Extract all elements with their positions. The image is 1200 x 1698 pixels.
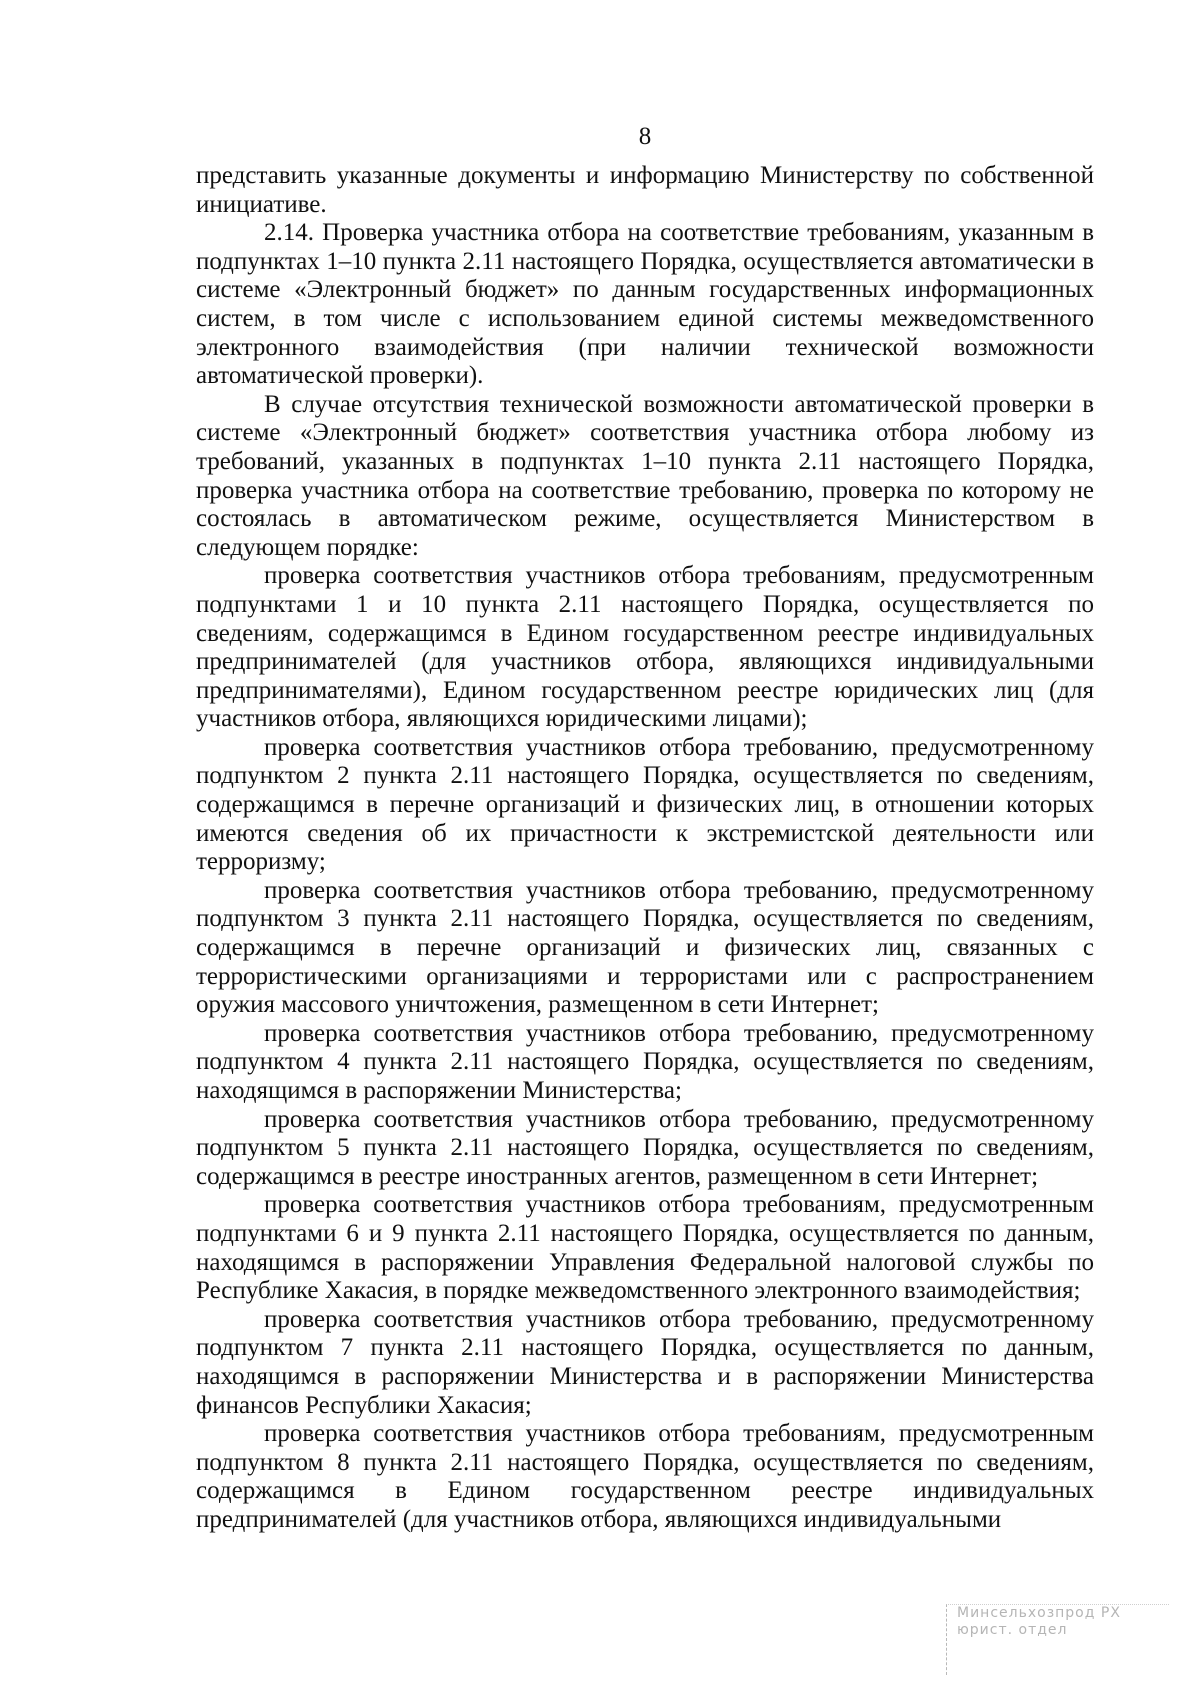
paragraph-check-item-5: проверка соответствия участников отбора требованию, предусмотренному подпунктом 5 пункта 2.11 настоящего Порядка, осуществляется по сведениям, содержащимся в реестре иностранных агентов, размещенном в сети Интернет; [196,1105,1094,1190]
paragraph-check-item-8: проверка соответствия участников отбора требованиям, предусмотренным подпунктом 8 пункта 2.11 настоящего Порядка, осуществляется по сведениям, содержащимся в Едином государственном реестре индивидуальных предпринимателей (для участников отбора, являющихся индивидуальными [196,1420,1094,1533]
faded-stamp [946,1604,1169,1675]
document-body [196,162,1094,1535]
paragraph-continuation: представить указанные документы и информацию Министерству по собственной инициативе. [196,162,1094,218]
stamp-line-2: юрист. отдел [957,1622,1068,1638]
paragraph-no-technical-possibility: В случае отсутствия технической возможности автоматической проверки в системе «Электронный бюджет» соответствия участника отбора любому из требований, указанных в подпунктах 1–10 пункта 2.11 настоящего Порядка, проверка участника отбора на соответствие требованию, проверка по которому не состоялась в автоматическом режиме, осуществляется Министерством в следующем порядке: [196,390,1094,561]
paragraph-check-item-7: проверка соответствия участников отбора требованию, предусмотренному подпунктом 7 пункта 2.11 настоящего Порядка, осуществляется по данным, находящимся в распоряжении Министерства и в распоряжении Министерства финансов Республики Хакасия; [196,1305,1094,1419]
paragraph-check-items-1-10: проверка соответствия участников отбора требованиям, предусмотренным подпунктами 1 и 10 пункта 2.11 настоящего Порядка, осуществляется по сведениям, содержащимся в Едином государственном реестре индивидуальных предпринимателей (для участников отбора, являющихся индивидуальными предпринимателями), Едином государственном реестре юридических лиц (для участников отбора, являющихся юридическими лицами); [196,562,1094,733]
paragraph-2-14: 2.14. Проверка участника отбора на соответствие требованиям, указанным в подпунктах 1–10 пункта 2.11 настоящего Порядка, осуществляется автоматически в системе «Электронный бюджет» по данным государственных информационных систем, в том числе с использованием единой системы межведомственного электронного взаимодействия (при наличии технической возможности автоматической проверки). [196,219,1094,390]
stamp-line-1: Минсельхозпрод РХ [957,1605,1121,1621]
paragraph-check-item-2: проверка соответствия участников отбора требованию, предусмотренному подпунктом 2 пункта 2.11 настоящего Порядка, осуществляется по сведениям, содержащимся в перечне организаций и физических лиц, в отношении которых имеются сведения об их причастности к экстремистской деятельности или терроризму; [196,733,1094,876]
paragraph-check-items-6-9: проверка соответствия участников отбора требованиям, предусмотренным подпунктами 6 и 9 пункта 2.11 настоящего Порядка, осуществляется по данным, находящимся в распоряжении Управления Федеральной налоговой службы по Республике Хакасия, в порядке межведомственного электронного взаимодействия; [196,1191,1094,1305]
page-number: 8 [638,123,652,150]
paragraph-check-item-4: проверка соответствия участников отбора требованию, предусмотренному подпунктом 4 пункта 2.11 настоящего Порядка, осуществляется по сведениям, находящимся в распоряжении Министерства; [196,1019,1094,1104]
paragraph-check-item-3: проверка соответствия участников отбора требованию, предусмотренному подпунктом 3 пункта 2.11 настоящего Порядка, осуществляется по сведениям, содержащимся в перечне организаций и физических лиц, связанных с террористическими организациями и террористами или с распространением оружия массового уничтожения, размещенном в сети Интернет; [196,876,1094,1019]
